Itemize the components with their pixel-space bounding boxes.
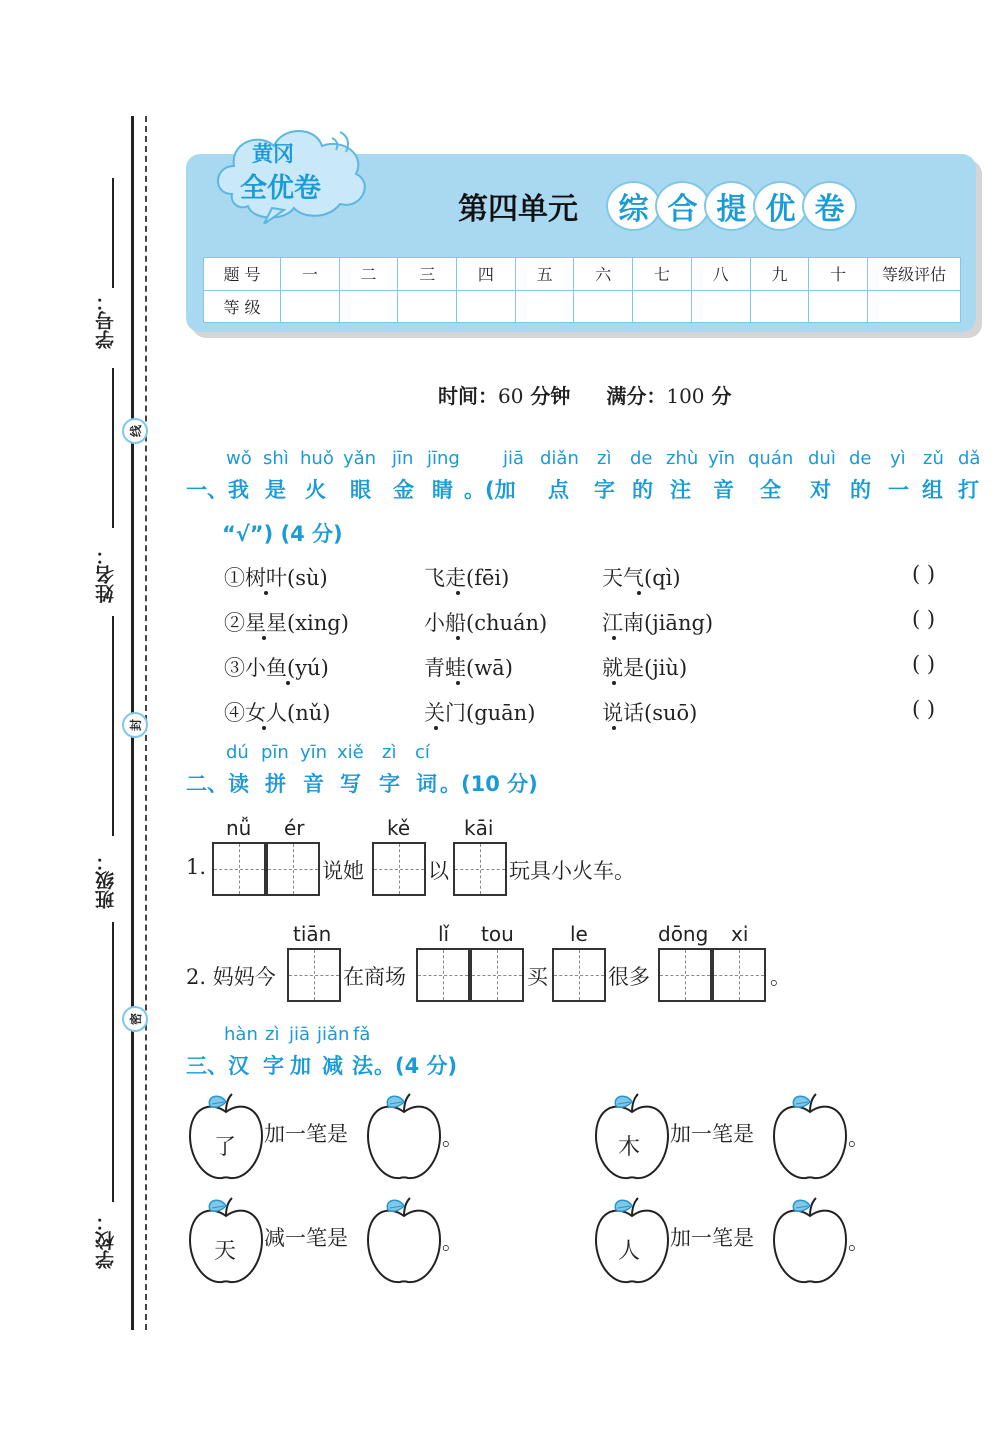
- apple-char: 人: [618, 1239, 641, 1264]
- bubble-char: 卷: [802, 181, 857, 231]
- option-text: 就是(jiù): [602, 656, 688, 680]
- option-text: 青蛙(wā): [424, 656, 513, 680]
- grade-input-cell[interactable]: [633, 290, 692, 323]
- dot: [262, 726, 266, 730]
- option-text: ②星星(xing): [224, 611, 349, 635]
- option-text: ④女人(nǔ): [224, 701, 331, 725]
- writing-box[interactable]: [658, 948, 712, 1002]
- score-table-grade-row: [204, 290, 961, 323]
- score-cell: 十: [809, 258, 868, 291]
- option-text: ①树叶(sù): [224, 566, 328, 590]
- apple-char: 天: [214, 1239, 237, 1264]
- option-text: 说话(suō): [602, 701, 698, 725]
- option-text: 小船(chuán): [424, 611, 548, 635]
- writing-box[interactable]: [372, 842, 426, 896]
- operation-text: 加一笔是: [264, 1122, 348, 1146]
- dot: [262, 636, 266, 640]
- grade-input-cell[interactable]: [281, 290, 340, 323]
- option-text: 江南(jiāng): [602, 611, 714, 635]
- logo-line2: 全优卷: [240, 173, 321, 204]
- apple-char: 了: [214, 1135, 237, 1160]
- apple-char: 木: [618, 1135, 641, 1160]
- unit-title: 第四单元: [458, 192, 578, 227]
- grade-input-cell[interactable]: [691, 290, 750, 323]
- writing-box[interactable]: [287, 948, 341, 1002]
- grade-input-cell[interactable]: [574, 290, 633, 323]
- margin-label-student-id: 学号：: [95, 292, 117, 349]
- margin-label-name: 姓名：: [95, 546, 117, 603]
- grade-input-cell[interactable]: [809, 290, 868, 323]
- dot: [434, 726, 438, 730]
- apple-answer-icon[interactable]: [364, 1194, 444, 1286]
- dot: [456, 681, 460, 685]
- writing-box[interactable]: [470, 948, 524, 1002]
- time-info: 时间：60 分钟 满分：100 分: [438, 384, 732, 408]
- score-table: [203, 257, 961, 323]
- score-cell: 三: [398, 258, 457, 291]
- score-cell: 等 级: [204, 290, 281, 323]
- score-cell: 四: [457, 258, 516, 291]
- score-cell: 六: [574, 258, 633, 291]
- seal-secret: 密: [122, 1006, 148, 1032]
- dot: [612, 726, 616, 730]
- bubble-char: 优: [753, 181, 808, 231]
- score-cell: 七: [633, 258, 692, 291]
- apple-answer-icon[interactable]: [364, 1090, 444, 1182]
- bubble-char: 合: [655, 181, 710, 231]
- margin-label-school: 学校：: [95, 1212, 117, 1269]
- option-text: 飞走(fēi): [424, 566, 510, 590]
- bubble-title: [606, 181, 851, 227]
- dot: [612, 681, 616, 685]
- seal-seal: 封: [122, 712, 148, 738]
- score-cell: 八: [691, 258, 750, 291]
- margin-underline-2: [112, 368, 114, 528]
- operation-text: 加一笔是: [670, 1226, 754, 1250]
- score-cell: 九: [750, 258, 809, 291]
- margin-underline-1: [112, 178, 114, 288]
- margin-underline-3: [112, 616, 114, 836]
- dot: [612, 636, 616, 640]
- margin-underline-4: [112, 922, 114, 1202]
- answer-paren[interactable]: ( ): [912, 607, 936, 631]
- margin-label-class: 班级：: [95, 852, 117, 909]
- score-table-header-row: [204, 258, 961, 291]
- operation-text: 加一笔是: [670, 1122, 754, 1146]
- grade-input-cell[interactable]: [339, 290, 398, 323]
- bubble-char: 综: [606, 181, 661, 231]
- writing-box[interactable]: [453, 842, 507, 896]
- score-cell: 五: [515, 258, 574, 291]
- grade-input-cell[interactable]: [398, 290, 457, 323]
- option-text: ③小鱼(yú): [224, 656, 329, 680]
- score-cell: 等级评估: [868, 258, 961, 291]
- grade-input-cell[interactable]: [457, 290, 516, 323]
- answer-paren[interactable]: ( ): [912, 562, 936, 586]
- writing-box[interactable]: [416, 948, 470, 1002]
- grade-input-cell[interactable]: [515, 290, 574, 323]
- option-text: 天气(qì): [602, 566, 681, 590]
- score-cell: 题 号: [204, 258, 281, 291]
- writing-box[interactable]: [266, 842, 320, 896]
- answer-paren[interactable]: ( ): [912, 697, 936, 721]
- writing-box[interactable]: [712, 948, 766, 1002]
- score-cell: 一: [281, 258, 340, 291]
- writing-box[interactable]: [212, 842, 266, 896]
- option-text: 关门(guān): [424, 701, 536, 725]
- score-cell: 二: [339, 258, 398, 291]
- dot: [637, 591, 641, 595]
- apple-answer-icon[interactable]: [770, 1194, 850, 1286]
- dot: [264, 591, 268, 595]
- bubble-char: 提: [704, 181, 759, 231]
- apple-answer-icon[interactable]: [770, 1090, 850, 1182]
- logo-line1: 黄冈: [252, 142, 294, 166]
- dot: [286, 681, 290, 685]
- grade-input-cell[interactable]: [750, 290, 809, 323]
- seal-line: 线: [122, 418, 148, 444]
- writing-box[interactable]: [552, 948, 606, 1002]
- operation-text: 减一笔是: [264, 1226, 348, 1250]
- answer-paren[interactable]: ( ): [912, 652, 936, 676]
- dot: [456, 636, 460, 640]
- dot: [456, 591, 460, 595]
- grade-input-cell[interactable]: [868, 290, 961, 323]
